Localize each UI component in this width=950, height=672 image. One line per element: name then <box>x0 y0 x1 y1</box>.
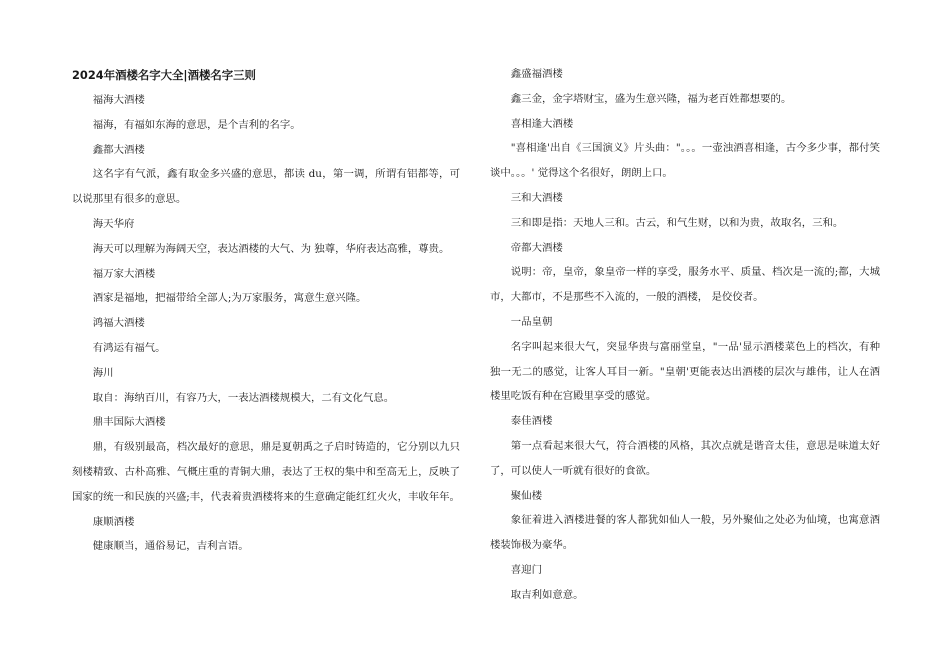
restaurant-name-heading: 福万家大酒楼 <box>92 267 156 280</box>
restaurant-name-heading: 海川 <box>92 366 114 379</box>
restaurant-name-description: 说明：帝，皇帝，象皇帝一样的享受，服务水平、质量、档次是一流的;都，大城市，大都市，不是那些不入流的，一般的酒楼， 是佼佼者。 <box>490 266 880 304</box>
restaurant-name-description: 象征着进入酒楼进餐的客人都犹如仙人一般，另外聚仙之处必为仙境，也寓意酒楼装饰极为豪华。 <box>490 514 880 552</box>
restaurant-name-heading: 三和大酒楼 <box>510 191 563 204</box>
restaurant-name-description: 三和即是指：天地人三和。古云，和气生财，以和为贵，故取名，三和。 <box>510 216 844 229</box>
left-column <box>72 62 460 559</box>
restaurant-name-heading: 鑫都大酒楼 <box>92 143 145 156</box>
restaurant-name-description: 鼎，有级别最高，档次最好的意思，鼎是夏朝禹之子启时铸造的，它分别以九只刻楼精致、古朴高雅、气概庄重的青铜大鼎，表达了王权的集中和至高无上，反映了国家的统一和民族的兴盛;丰，代表着贵酒楼将来的生意确定能红红火火，丰收年年。 <box>72 441 460 503</box>
restaurant-name-description: 第一点看起来很大气，符合酒楼的风格，其次点就是谐音太佳，意思是味道太好了，可以使人一听就有很好的食欲。 <box>490 439 880 477</box>
restaurant-name-description: 有鸿运有福气。 <box>92 341 166 354</box>
restaurant-name-description: 酒家是福地，把福带给全部人;为万家服务，寓意生意兴隆。 <box>92 292 367 305</box>
restaurant-name-description: 取自：海纳百川，有容乃大，一表达酒楼规模大，二有文化气息。 <box>92 391 395 404</box>
restaurant-name-heading: 一品皇朝 <box>510 315 553 328</box>
restaurant-name-description: 取吉利如意意。 <box>510 588 584 601</box>
restaurant-name-heading: 鸿福大酒楼 <box>92 317 145 330</box>
restaurant-name-heading: 福海大酒楼 <box>92 94 145 106</box>
restaurant-name-heading: 喜迎门 <box>510 563 542 576</box>
restaurant-name-description: 海天可以理解为海阔天空，表达酒楼的大气、为 独尊，华府表达高雅，尊贵。 <box>92 242 450 255</box>
restaurant-name-heading: 聚仙楼 <box>510 489 542 502</box>
restaurant-name-description: 健康顺当，通俗易记，吉利言语。 <box>92 540 249 553</box>
restaurant-name-heading: 鼎丰国际大酒楼 <box>92 416 166 429</box>
restaurant-name-description: 福海，有福如东海的意思，是个吉利的名字。 <box>92 118 301 131</box>
restaurant-name-description: 鑫三金，金字塔财宝，盛为生意兴隆，福为老百姓都想要的。 <box>510 92 792 105</box>
restaurant-name-description: 名字叫起来很大气，突显华贵与富丽堂皇，"一品'显示酒楼菜色上的档次，有种独一无二的感觉，让客人耳目一新。"皇朝'更能表达出酒楼的层次与雄伟，让人在酒楼里吃饭有种在宫殿里享受的感觉。 <box>490 340 880 403</box>
restaurant-name-heading: 泰佳酒楼 <box>510 415 553 428</box>
right-column <box>490 62 880 608</box>
restaurant-name-heading: 海天华府 <box>92 217 135 230</box>
restaurant-name-heading: 康顺酒楼 <box>92 515 135 528</box>
restaurant-name-description: "喜相逢'出自《三国演义》片头曲："。。。一壶浊酒喜相逢，古今多少事，都付笑谈中。。。' 觉得这个名很好，朗朗上口。 <box>490 142 880 180</box>
left-column-body <box>72 88 460 559</box>
restaurant-name-heading: 帝都大酒楼 <box>510 241 563 254</box>
document-title: 2024年酒楼名字大全|酒楼名字三则 <box>72 68 256 82</box>
restaurant-name-description: 这名字有气派，鑫有取金多兴盛的意思，都读 du，第一调，所谓有铝都等，可以说那里有很多的意思。 <box>72 168 460 206</box>
restaurant-name-heading: 鑫盛福酒楼 <box>510 68 563 80</box>
restaurant-name-heading: 喜相逢大酒楼 <box>510 117 574 130</box>
right-column-body <box>490 62 880 608</box>
